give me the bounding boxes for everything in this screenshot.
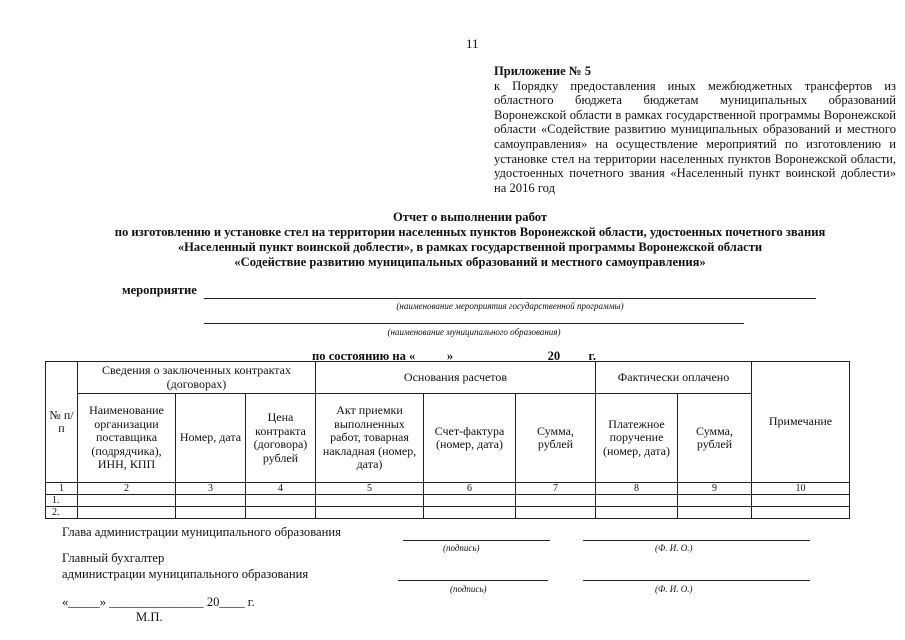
report-title-line3: «Населенный пункт воинской доблести», в рамках государственной программы Воронежской области	[177, 240, 763, 254]
col-contract-price-header: Цена контракта (договора) рублей	[246, 394, 316, 483]
row-number: 2.	[46, 507, 78, 519]
col-payment-order-header: Платежное поручение (номер, дата)	[596, 394, 678, 483]
table-cell	[424, 507, 516, 519]
date-line: «_____» _______________ 20____ г.	[62, 595, 255, 609]
group-contracts-header: Сведения о заключенных контрактах (договорах)	[78, 362, 316, 394]
acc-fio-line	[583, 580, 810, 581]
table-cell	[78, 495, 176, 507]
head-fio-caption: (Ф. И. О.)	[655, 543, 693, 553]
col-index: 1	[46, 483, 78, 495]
event-name-line	[204, 298, 816, 299]
appendix-block	[494, 64, 896, 195]
municipality-line	[204, 323, 744, 324]
table-cell	[316, 495, 424, 507]
col-index: 2	[78, 483, 176, 495]
col-contract-number-header: Номер, дата	[176, 394, 246, 483]
col-note-header: Примечание	[752, 362, 850, 483]
col-paid-sum-header: Сумма, рублей	[678, 394, 752, 483]
caption-program: (наименование мероприятия государственной программы)	[396, 301, 624, 311]
group-paid-header: Фактически оплачено	[596, 362, 752, 394]
table-cell	[678, 495, 752, 507]
report-title	[60, 210, 880, 270]
table-cell	[316, 507, 424, 519]
head-admin-label: Глава администрации муниципального образования	[62, 525, 341, 539]
as-of-date: по состоянию на «_____» ______________ 20____ г.	[312, 349, 596, 363]
col-index: 6	[424, 483, 516, 495]
chief-accountant-label-2: администрации муниципального образования	[62, 567, 309, 581]
report-title-line4: «Содействие развитию муниципальных образований и местного самоуправления»	[234, 255, 706, 269]
col-index: 5	[316, 483, 424, 495]
col-index: 8	[596, 483, 678, 495]
stamp-label: М.П.	[136, 610, 163, 624]
report-table	[45, 361, 850, 519]
col-invoice-sum-header: Сумма, рублей	[516, 394, 596, 483]
appendix-title: Приложение № 5	[494, 64, 592, 78]
event-label: мероприятие	[122, 283, 197, 297]
table-cell	[596, 507, 678, 519]
table-cell	[678, 507, 752, 519]
col-supplier-header: Наименование организации поставщика (подрядчика), ИНН, КПП	[78, 394, 176, 483]
col-acceptance-act-header: Акт приемки выполненных работ, товарная накладная (номер, дата)	[316, 394, 424, 483]
table-cell	[596, 495, 678, 507]
chief-accountant-label: Главный бухгалтер	[62, 551, 165, 565]
appendix-text: к Порядку предоставления иных межбюджетных трансфертов из областного бюджета бюджетам муниципальных образований Воронежской области в рамках государственной программы Воронежской области «Содействие развитию муниципальных образований и местного самоуправления» на осуществление мероприятий по изготовлению и установке стел на территории населенных пунктов Воронежской области, удостоенных почетного звания «Населенный пункт воинской доблести» на 2016 год	[494, 78, 896, 195]
caption-municipality: (наименование муниципального образования)	[387, 327, 561, 337]
table-cell	[176, 507, 246, 519]
col-index: 7	[516, 483, 596, 495]
table-cell	[516, 507, 596, 519]
col-invoice-header: Счет-фактура (номер, дата)	[424, 394, 516, 483]
head-signature-caption: (подпись)	[443, 543, 480, 553]
table-row	[46, 507, 850, 519]
acc-signature-line	[398, 580, 548, 581]
head-fio-line	[583, 540, 810, 541]
head-signature-line	[403, 540, 550, 541]
table-cell	[516, 495, 596, 507]
col-number-header: № п/п	[46, 362, 78, 483]
report-title-line1: Отчет о выполнении работ	[392, 210, 548, 224]
col-index: 9	[678, 483, 752, 495]
acc-signature-caption: (подпись)	[450, 584, 487, 594]
table-row	[46, 495, 850, 507]
table-cell	[78, 507, 176, 519]
acc-fio-caption: (Ф. И. О.)	[655, 584, 693, 594]
table-cell	[752, 507, 850, 519]
group-basis-header: Основания расчетов	[316, 362, 596, 394]
table-cell	[176, 495, 246, 507]
table-cell	[246, 507, 316, 519]
col-index: 4	[246, 483, 316, 495]
row-number: 1.	[46, 495, 78, 507]
table-cell	[424, 495, 516, 507]
table-cell	[246, 495, 316, 507]
col-index: 3	[176, 483, 246, 495]
table-cell	[752, 495, 850, 507]
col-index: 10	[752, 483, 850, 495]
page-number: 11	[466, 36, 479, 51]
report-title-line2: по изготовлению и установке стел на территории населенных пунктов Воронежской области, удостоенных почетного звания	[114, 225, 826, 239]
